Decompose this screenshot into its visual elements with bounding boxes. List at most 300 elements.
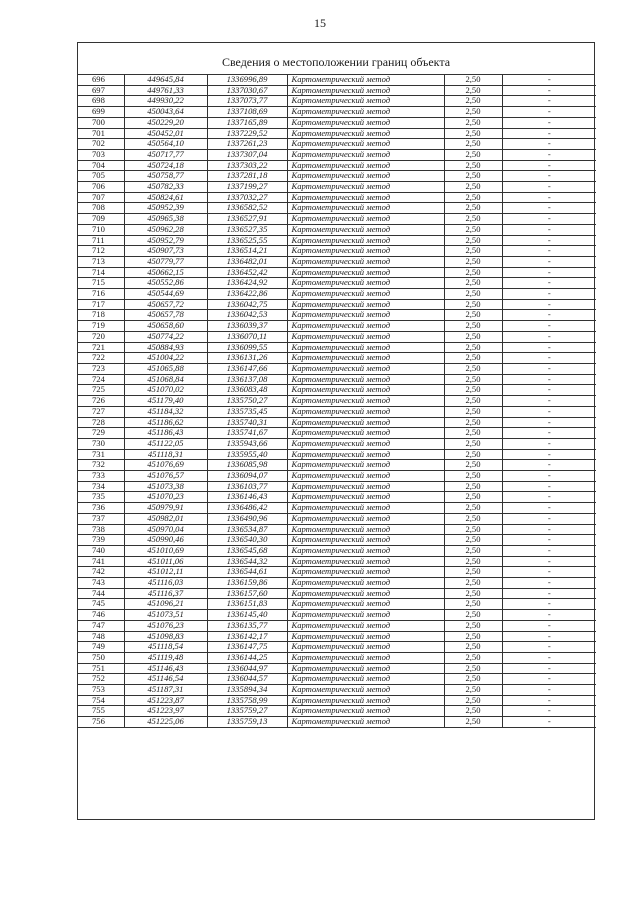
y-coordinate-cell: 1335943,66 xyxy=(207,438,287,449)
y-coordinate-cell: 1336514,21 xyxy=(207,246,287,257)
method-cell: Картометрический метод xyxy=(287,642,444,653)
method-cell: Картометрический метод xyxy=(287,674,444,685)
y-coordinate-cell: 1337073,77 xyxy=(207,96,287,107)
y-coordinate-cell: 1336135,77 xyxy=(207,620,287,631)
precision-cell: 2,50 xyxy=(444,599,502,610)
y-coordinate-cell: 1336151,83 xyxy=(207,599,287,610)
point-number-cell: 731 xyxy=(78,449,124,460)
method-cell: Картометрический метод xyxy=(287,695,444,706)
y-coordinate-cell: 1336146,43 xyxy=(207,492,287,503)
description-cell: - xyxy=(502,460,596,471)
point-number-cell: 740 xyxy=(78,545,124,556)
method-cell: Картометрический метод xyxy=(287,374,444,385)
description-cell: - xyxy=(502,695,596,706)
table-row xyxy=(78,652,596,663)
description-cell: - xyxy=(502,385,596,396)
table-row xyxy=(78,160,596,171)
precision-cell: 2,50 xyxy=(444,428,502,439)
y-coordinate-cell: 1337165,89 xyxy=(207,117,287,128)
precision-cell: 2,50 xyxy=(444,342,502,353)
precision-cell: 2,50 xyxy=(444,374,502,385)
table-row xyxy=(78,556,596,567)
y-coordinate-cell: 1335740,31 xyxy=(207,417,287,428)
method-cell: Картометрический метод xyxy=(287,567,444,578)
point-number-cell: 710 xyxy=(78,224,124,235)
precision-cell: 2,50 xyxy=(444,706,502,717)
table-row xyxy=(78,353,596,364)
y-coordinate-cell: 1336490,96 xyxy=(207,513,287,524)
table-row xyxy=(78,460,596,471)
point-number-cell: 721 xyxy=(78,342,124,353)
table-row xyxy=(78,706,596,717)
precision-cell: 2,50 xyxy=(444,171,502,182)
description-cell: - xyxy=(502,631,596,642)
precision-cell: 2,50 xyxy=(444,139,502,150)
point-number-cell: 704 xyxy=(78,160,124,171)
precision-cell: 2,50 xyxy=(444,545,502,556)
x-coordinate-cell: 451073,38 xyxy=(124,481,207,492)
table-row xyxy=(78,246,596,257)
method-cell: Картометрический метод xyxy=(287,524,444,535)
description-cell: - xyxy=(502,246,596,257)
table-row xyxy=(78,235,596,246)
x-coordinate-cell: 451184,32 xyxy=(124,406,207,417)
description-cell: - xyxy=(502,331,596,342)
method-cell: Картометрический метод xyxy=(287,599,444,610)
precision-cell: 2,50 xyxy=(444,642,502,653)
description-cell: - xyxy=(502,267,596,278)
table-row xyxy=(78,321,596,332)
method-cell: Картометрический метод xyxy=(287,396,444,407)
table-row xyxy=(78,642,596,653)
table-row xyxy=(78,620,596,631)
table-row xyxy=(78,599,596,610)
description-cell: - xyxy=(502,321,596,332)
method-cell: Картометрический метод xyxy=(287,385,444,396)
y-coordinate-cell: 1335955,40 xyxy=(207,449,287,460)
method-cell: Картометрический метод xyxy=(287,438,444,449)
y-coordinate-cell: 1336042,53 xyxy=(207,310,287,321)
point-number-cell: 723 xyxy=(78,363,124,374)
method-cell: Картометрический метод xyxy=(287,578,444,589)
x-coordinate-cell: 450662,15 xyxy=(124,267,207,278)
x-coordinate-cell: 450452,01 xyxy=(124,128,207,139)
table-row xyxy=(78,685,596,696)
table-row xyxy=(78,96,596,107)
x-coordinate-cell: 450657,72 xyxy=(124,299,207,310)
point-number-cell: 751 xyxy=(78,663,124,674)
precision-cell: 2,50 xyxy=(444,267,502,278)
point-number-cell: 696 xyxy=(78,75,124,85)
x-coordinate-cell: 449645,84 xyxy=(124,75,207,85)
precision-cell: 2,50 xyxy=(444,160,502,171)
description-cell: - xyxy=(502,171,596,182)
description-cell: - xyxy=(502,503,596,514)
precision-cell: 2,50 xyxy=(444,717,502,728)
y-coordinate-cell: 1336044,97 xyxy=(207,663,287,674)
table-row xyxy=(78,524,596,535)
description-cell: - xyxy=(502,214,596,225)
y-coordinate-cell: 1336540,30 xyxy=(207,535,287,546)
precision-cell: 2,50 xyxy=(444,396,502,407)
x-coordinate-cell: 451119,48 xyxy=(124,652,207,663)
method-cell: Картометрический метод xyxy=(287,235,444,246)
point-number-cell: 748 xyxy=(78,631,124,642)
y-coordinate-cell: 1336422,86 xyxy=(207,289,287,300)
y-coordinate-cell: 1336083,48 xyxy=(207,385,287,396)
precision-cell: 2,50 xyxy=(444,610,502,621)
description-cell: - xyxy=(502,235,596,246)
y-coordinate-cell: 1335750,27 xyxy=(207,396,287,407)
precision-cell: 2,50 xyxy=(444,674,502,685)
x-coordinate-cell: 451076,57 xyxy=(124,471,207,482)
y-coordinate-cell: 1336131,26 xyxy=(207,353,287,364)
x-coordinate-cell: 451076,23 xyxy=(124,620,207,631)
boundary-table xyxy=(77,42,595,820)
description-cell: - xyxy=(502,674,596,685)
point-number-cell: 741 xyxy=(78,556,124,567)
point-number-cell: 736 xyxy=(78,503,124,514)
point-number-cell: 700 xyxy=(78,117,124,128)
y-coordinate-cell: 1337032,27 xyxy=(207,192,287,203)
description-cell: - xyxy=(502,192,596,203)
table-row xyxy=(78,631,596,642)
point-number-cell: 715 xyxy=(78,278,124,289)
y-coordinate-cell: 1336544,61 xyxy=(207,567,287,578)
description-cell: - xyxy=(502,224,596,235)
table-row xyxy=(78,342,596,353)
method-cell: Картометрический метод xyxy=(287,107,444,118)
x-coordinate-cell: 451179,40 xyxy=(124,396,207,407)
x-coordinate-cell: 451076,69 xyxy=(124,460,207,471)
y-coordinate-cell: 1336039,37 xyxy=(207,321,287,332)
method-cell: Картометрический метод xyxy=(287,717,444,728)
x-coordinate-cell: 451146,43 xyxy=(124,663,207,674)
description-cell: - xyxy=(502,182,596,193)
method-cell: Картометрический метод xyxy=(287,182,444,193)
x-coordinate-cell: 450229,20 xyxy=(124,117,207,128)
table-row xyxy=(78,492,596,503)
point-number-cell: 739 xyxy=(78,535,124,546)
method-cell: Картометрический метод xyxy=(287,310,444,321)
x-coordinate-cell: 451186,43 xyxy=(124,428,207,439)
y-coordinate-cell: 1337307,04 xyxy=(207,149,287,160)
table-row xyxy=(78,567,596,578)
point-number-cell: 749 xyxy=(78,642,124,653)
point-number-cell: 734 xyxy=(78,481,124,492)
point-number-cell: 735 xyxy=(78,492,124,503)
table-row xyxy=(78,182,596,193)
method-cell: Картометрический метод xyxy=(287,535,444,546)
point-number-cell: 705 xyxy=(78,171,124,182)
y-coordinate-cell: 1336070,11 xyxy=(207,331,287,342)
point-number-cell: 724 xyxy=(78,374,124,385)
table-row xyxy=(78,385,596,396)
precision-cell: 2,50 xyxy=(444,182,502,193)
precision-cell: 2,50 xyxy=(444,449,502,460)
method-cell: Картометрический метод xyxy=(287,289,444,300)
point-number-cell: 702 xyxy=(78,139,124,150)
description-cell: - xyxy=(502,342,596,353)
description-cell: - xyxy=(502,567,596,578)
point-number-cell: 728 xyxy=(78,417,124,428)
point-number-cell: 712 xyxy=(78,246,124,257)
y-coordinate-cell: 1336142,17 xyxy=(207,631,287,642)
precision-cell: 2,50 xyxy=(444,75,502,85)
description-cell: - xyxy=(502,160,596,171)
table-row xyxy=(78,149,596,160)
description-cell: - xyxy=(502,685,596,696)
table-row xyxy=(78,406,596,417)
table-row xyxy=(78,545,596,556)
table-body xyxy=(78,75,596,727)
y-coordinate-cell: 1336157,60 xyxy=(207,588,287,599)
point-number-cell: 718 xyxy=(78,310,124,321)
y-coordinate-cell: 1337261,23 xyxy=(207,139,287,150)
description-cell: - xyxy=(502,588,596,599)
precision-cell: 2,50 xyxy=(444,235,502,246)
x-coordinate-cell: 450952,39 xyxy=(124,203,207,214)
x-coordinate-cell: 450779,77 xyxy=(124,256,207,267)
method-cell: Картометрический метод xyxy=(287,224,444,235)
precision-cell: 2,50 xyxy=(444,406,502,417)
method-cell: Картометрический метод xyxy=(287,267,444,278)
x-coordinate-cell: 450782,33 xyxy=(124,182,207,193)
y-coordinate-cell: 1335759,27 xyxy=(207,706,287,717)
table-row xyxy=(78,695,596,706)
point-number-cell: 746 xyxy=(78,610,124,621)
y-coordinate-cell: 1335735,45 xyxy=(207,406,287,417)
x-coordinate-cell: 451223,97 xyxy=(124,706,207,717)
description-cell: - xyxy=(502,278,596,289)
table-row xyxy=(78,289,596,300)
precision-cell: 2,50 xyxy=(444,192,502,203)
x-coordinate-cell: 450552,86 xyxy=(124,278,207,289)
point-number-cell: 720 xyxy=(78,331,124,342)
x-coordinate-cell: 450774,22 xyxy=(124,331,207,342)
method-cell: Картометрический метод xyxy=(287,652,444,663)
point-number-cell: 732 xyxy=(78,460,124,471)
method-cell: Картометрический метод xyxy=(287,85,444,96)
description-cell: - xyxy=(502,492,596,503)
precision-cell: 2,50 xyxy=(444,203,502,214)
point-number-cell: 711 xyxy=(78,235,124,246)
description-cell: - xyxy=(502,139,596,150)
point-number-cell: 697 xyxy=(78,85,124,96)
x-coordinate-cell: 451073,51 xyxy=(124,610,207,621)
method-cell: Картометрический метод xyxy=(287,620,444,631)
description-cell: - xyxy=(502,706,596,717)
y-coordinate-cell: 1336452,42 xyxy=(207,267,287,278)
table-row xyxy=(78,278,596,289)
description-cell: - xyxy=(502,107,596,118)
description-cell: - xyxy=(502,471,596,482)
method-cell: Картометрический метод xyxy=(287,363,444,374)
method-cell: Картометрический метод xyxy=(287,192,444,203)
y-coordinate-cell: 1336145,40 xyxy=(207,610,287,621)
x-coordinate-cell: 451098,83 xyxy=(124,631,207,642)
point-number-cell: 709 xyxy=(78,214,124,225)
y-coordinate-cell: 1335759,13 xyxy=(207,717,287,728)
table-row xyxy=(78,674,596,685)
table-row xyxy=(78,331,596,342)
description-cell: - xyxy=(502,406,596,417)
method-cell: Картометрический метод xyxy=(287,503,444,514)
y-coordinate-cell: 1337303,22 xyxy=(207,160,287,171)
precision-cell: 2,50 xyxy=(444,513,502,524)
table-row xyxy=(78,139,596,150)
table-row xyxy=(78,85,596,96)
y-coordinate-cell: 1337108,69 xyxy=(207,107,287,118)
precision-cell: 2,50 xyxy=(444,438,502,449)
x-coordinate-cell: 449761,33 xyxy=(124,85,207,96)
point-number-cell: 714 xyxy=(78,267,124,278)
x-coordinate-cell: 451010,69 xyxy=(124,545,207,556)
y-coordinate-cell: 1336534,87 xyxy=(207,524,287,535)
y-coordinate-cell: 1336159,86 xyxy=(207,578,287,589)
y-coordinate-cell: 1336103,77 xyxy=(207,481,287,492)
table-row xyxy=(78,578,596,589)
x-coordinate-cell: 449930,22 xyxy=(124,96,207,107)
precision-cell: 2,50 xyxy=(444,588,502,599)
x-coordinate-cell: 450564,10 xyxy=(124,139,207,150)
precision-cell: 2,50 xyxy=(444,620,502,631)
point-number-cell: 708 xyxy=(78,203,124,214)
description-cell: - xyxy=(502,396,596,407)
y-coordinate-cell: 1335894,34 xyxy=(207,685,287,696)
y-coordinate-cell: 1336525,55 xyxy=(207,235,287,246)
precision-cell: 2,50 xyxy=(444,652,502,663)
description-cell: - xyxy=(502,428,596,439)
precision-cell: 2,50 xyxy=(444,631,502,642)
method-cell: Картометрический метод xyxy=(287,203,444,214)
precision-cell: 2,50 xyxy=(444,299,502,310)
x-coordinate-cell: 451096,21 xyxy=(124,599,207,610)
point-number-cell: 755 xyxy=(78,706,124,717)
method-cell: Картометрический метод xyxy=(287,331,444,342)
y-coordinate-cell: 1336099,55 xyxy=(207,342,287,353)
method-cell: Картометрический метод xyxy=(287,214,444,225)
y-coordinate-cell: 1336144,25 xyxy=(207,652,287,663)
point-number-cell: 743 xyxy=(78,578,124,589)
method-cell: Картометрический метод xyxy=(287,588,444,599)
point-number-cell: 730 xyxy=(78,438,124,449)
description-cell: - xyxy=(502,75,596,85)
description-cell: - xyxy=(502,374,596,385)
x-coordinate-cell: 450952,79 xyxy=(124,235,207,246)
point-number-cell: 719 xyxy=(78,321,124,332)
method-cell: Картометрический метод xyxy=(287,610,444,621)
precision-cell: 2,50 xyxy=(444,524,502,535)
description-cell: - xyxy=(502,449,596,460)
y-coordinate-cell: 1336582,52 xyxy=(207,203,287,214)
method-cell: Картометрический метод xyxy=(287,278,444,289)
table-row xyxy=(78,107,596,118)
point-number-cell: 706 xyxy=(78,182,124,193)
page-number: 15 xyxy=(314,16,326,30)
precision-cell: 2,50 xyxy=(444,503,502,514)
point-number-cell: 737 xyxy=(78,513,124,524)
y-coordinate-cell: 1336527,35 xyxy=(207,224,287,235)
precision-cell: 2,50 xyxy=(444,149,502,160)
point-number-cell: 699 xyxy=(78,107,124,118)
point-number-cell: 703 xyxy=(78,149,124,160)
point-number-cell: 733 xyxy=(78,471,124,482)
y-coordinate-cell: 1336044,57 xyxy=(207,674,287,685)
description-cell: - xyxy=(502,289,596,300)
table-row xyxy=(78,438,596,449)
method-cell: Картометрический метод xyxy=(287,171,444,182)
y-coordinate-cell: 1336482,01 xyxy=(207,256,287,267)
description-cell: - xyxy=(502,610,596,621)
description-cell: - xyxy=(502,535,596,546)
y-coordinate-cell: 1337281,18 xyxy=(207,171,287,182)
method-cell: Картометрический метод xyxy=(287,631,444,642)
description-cell: - xyxy=(502,128,596,139)
description-cell: - xyxy=(502,717,596,728)
method-cell: Картометрический метод xyxy=(287,428,444,439)
x-coordinate-cell: 450724,18 xyxy=(124,160,207,171)
x-coordinate-cell: 451186,62 xyxy=(124,417,207,428)
x-coordinate-cell: 451225,06 xyxy=(124,717,207,728)
y-coordinate-cell: 1335741,67 xyxy=(207,428,287,439)
y-coordinate-cell: 1336147,66 xyxy=(207,363,287,374)
precision-cell: 2,50 xyxy=(444,289,502,300)
description-cell: - xyxy=(502,481,596,492)
table-row xyxy=(78,374,596,385)
point-number-cell: 707 xyxy=(78,192,124,203)
x-coordinate-cell: 451122,05 xyxy=(124,438,207,449)
description-cell: - xyxy=(502,117,596,128)
method-cell: Картометрический метод xyxy=(287,256,444,267)
point-number-cell: 744 xyxy=(78,588,124,599)
table-row xyxy=(78,117,596,128)
x-coordinate-cell: 450962,28 xyxy=(124,224,207,235)
precision-cell: 2,50 xyxy=(444,128,502,139)
table-row xyxy=(78,428,596,439)
x-coordinate-cell: 451118,54 xyxy=(124,642,207,653)
x-coordinate-cell: 450544,69 xyxy=(124,289,207,300)
description-cell: - xyxy=(502,149,596,160)
x-coordinate-cell: 450907,73 xyxy=(124,246,207,257)
precision-cell: 2,50 xyxy=(444,685,502,696)
method-cell: Картометрический метод xyxy=(287,128,444,139)
table-row xyxy=(78,310,596,321)
precision-cell: 2,50 xyxy=(444,278,502,289)
x-coordinate-cell: 451118,31 xyxy=(124,449,207,460)
table-row xyxy=(78,717,596,728)
point-number-cell: 727 xyxy=(78,406,124,417)
y-coordinate-cell: 1336996,89 xyxy=(207,75,287,85)
x-coordinate-cell: 450824,61 xyxy=(124,192,207,203)
description-cell: - xyxy=(502,85,596,96)
point-number-cell: 726 xyxy=(78,396,124,407)
method-cell: Картометрический метод xyxy=(287,406,444,417)
y-coordinate-cell: 1336147,75 xyxy=(207,642,287,653)
x-coordinate-cell: 451146,54 xyxy=(124,674,207,685)
method-cell: Картометрический метод xyxy=(287,96,444,107)
precision-cell: 2,50 xyxy=(444,256,502,267)
point-number-cell: 713 xyxy=(78,256,124,267)
x-coordinate-cell: 451011,06 xyxy=(124,556,207,567)
x-coordinate-cell: 451004,22 xyxy=(124,353,207,364)
table-row xyxy=(78,363,596,374)
point-number-cell: 745 xyxy=(78,599,124,610)
x-coordinate-cell: 450982,01 xyxy=(124,513,207,524)
x-coordinate-cell: 451068,84 xyxy=(124,374,207,385)
precision-cell: 2,50 xyxy=(444,363,502,374)
precision-cell: 2,50 xyxy=(444,663,502,674)
